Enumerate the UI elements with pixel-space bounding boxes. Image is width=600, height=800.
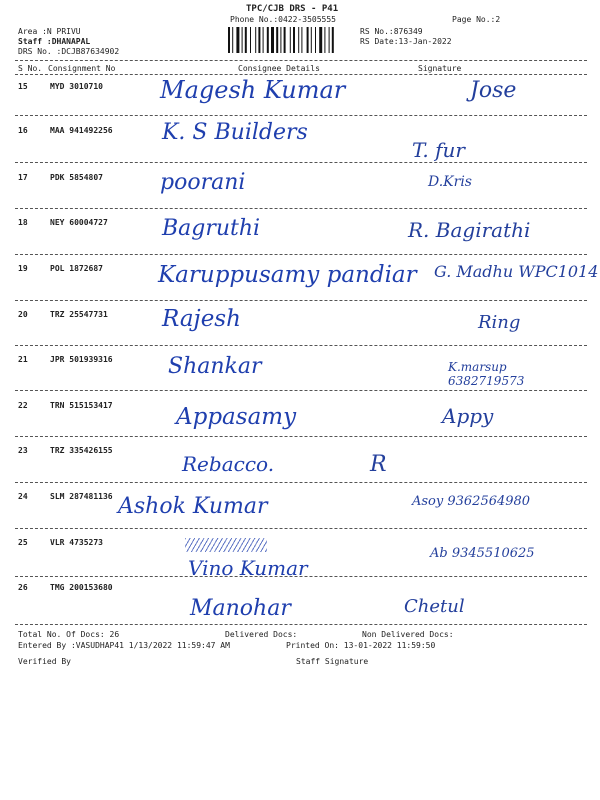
row-consignment: TRZ 335426155: [50, 446, 113, 455]
row-divider: [15, 436, 587, 437]
phone-number: Phone No.:0422-3505555: [230, 15, 336, 24]
row-sno: 15: [18, 82, 28, 91]
row-consignee: Rajesh: [162, 306, 241, 332]
row-consignment: VLR 4735273: [50, 538, 103, 547]
row-sno: 17: [18, 173, 28, 182]
row-signature: Appy: [442, 404, 494, 428]
entered-by: Entered By :VASUDHAP41 1/13/2022 11:59:47 AM: [18, 641, 230, 650]
row-signature: Asoy 9362564980: [412, 494, 531, 509]
row-consignment: TRN 515153417: [50, 401, 113, 410]
row-consignment: JPR 501939316: [50, 355, 113, 364]
row-divider: [15, 300, 587, 301]
row-signature: T. fur: [412, 138, 465, 162]
total-docs: Total No. Of Docs: 26: [18, 630, 120, 639]
staff-label: Staff :DHANAPAL: [18, 37, 91, 46]
row-consignee: Appasamy: [176, 404, 297, 430]
row-divider: [15, 162, 587, 163]
row-consignee: Ashok Kumar: [118, 494, 268, 519]
row-consignee: Bagruthi: [162, 216, 261, 241]
printed-on: Printed On: 13-01-2022 11:59:50: [286, 641, 436, 650]
row-sno: 20: [18, 310, 28, 319]
row-sno: 16: [18, 126, 28, 135]
row-signature: Jose: [470, 78, 517, 103]
row-signature: D.Kris: [428, 174, 472, 190]
row-sno: 26: [18, 583, 28, 592]
area-label: Area :N PRIVU: [18, 27, 81, 36]
row-consignment: TMG 200153680: [50, 583, 113, 592]
row-signature: R: [370, 452, 387, 477]
row-consignee: Magesh Kumar: [160, 76, 346, 104]
row-signature: R. Bagirathi: [408, 218, 531, 242]
row-divider: [15, 576, 587, 577]
col-sno: S No.: [18, 64, 43, 73]
col-signature: Signature: [418, 64, 462, 73]
rs-date: RS Date:13-Jan-2022: [360, 37, 452, 46]
col-consignment: Consignment No: [48, 64, 116, 73]
row-signature: K.marsup 6382719573: [448, 360, 525, 388]
col-consignee: Consignee Details: [238, 64, 320, 73]
row-signature: Ab 9345510625: [430, 546, 535, 561]
verified-by: Verified By: [18, 657, 71, 666]
row-consignment: PDK 5854807: [50, 173, 103, 182]
row-sno: 24: [18, 492, 28, 501]
crossed-out-text: [185, 538, 267, 552]
row-divider: [15, 624, 587, 625]
row-sno: 25: [18, 538, 28, 547]
drs-number: DRS No. :DCJB87634902: [18, 47, 120, 56]
row-divider: [15, 482, 587, 483]
row-divider: [15, 528, 587, 529]
row-consignee: Vino Kumar: [188, 556, 308, 580]
row-consignment: NEY 60004727: [50, 218, 108, 227]
row-consignment: MAA 941492256: [50, 126, 113, 135]
row-divider: [15, 345, 587, 346]
row-divider: [15, 390, 587, 391]
row-sno: 22: [18, 401, 28, 410]
row-divider: [15, 208, 587, 209]
row-sno: 19: [18, 264, 28, 273]
barcode: [228, 27, 356, 53]
rs-number: RS No.:876349: [360, 27, 423, 36]
row-sno: 23: [18, 446, 28, 455]
row-signature: Ring: [478, 312, 521, 333]
page-number: Page No.:2: [452, 15, 501, 24]
row-sno: 21: [18, 355, 28, 364]
row-consignee: Rebacco.: [182, 452, 275, 476]
row-consignee: Manohar: [190, 596, 291, 621]
staff-signature: Staff Signature: [296, 657, 369, 666]
row-consignment: MYD 3010710: [50, 82, 103, 91]
row-signature: G. Madhu WPC1014: [434, 262, 599, 281]
row-consignee: Karuppusamy pandiar: [158, 262, 417, 288]
document-title: TPC/CJB DRS - P41: [246, 4, 339, 14]
row-divider: [15, 115, 587, 116]
header-divider: [15, 60, 587, 61]
row-consignment: TRZ 25547731: [50, 310, 108, 319]
non-delivered-docs: Non Delivered Docs:: [362, 630, 454, 639]
row-consignee: Shankar: [168, 354, 262, 379]
row-divider: [15, 254, 587, 255]
row-sno: 18: [18, 218, 28, 227]
row-consignment: SLM 287481136: [50, 492, 113, 501]
delivered-docs: Delivered Docs:: [225, 630, 298, 639]
row-consignee: poorani: [160, 170, 246, 195]
column-divider: [15, 74, 587, 75]
row-consignee: K. S Builders: [162, 120, 308, 145]
row-consignment: POL 1872687: [50, 264, 103, 273]
row-signature: Chetul: [404, 596, 465, 617]
